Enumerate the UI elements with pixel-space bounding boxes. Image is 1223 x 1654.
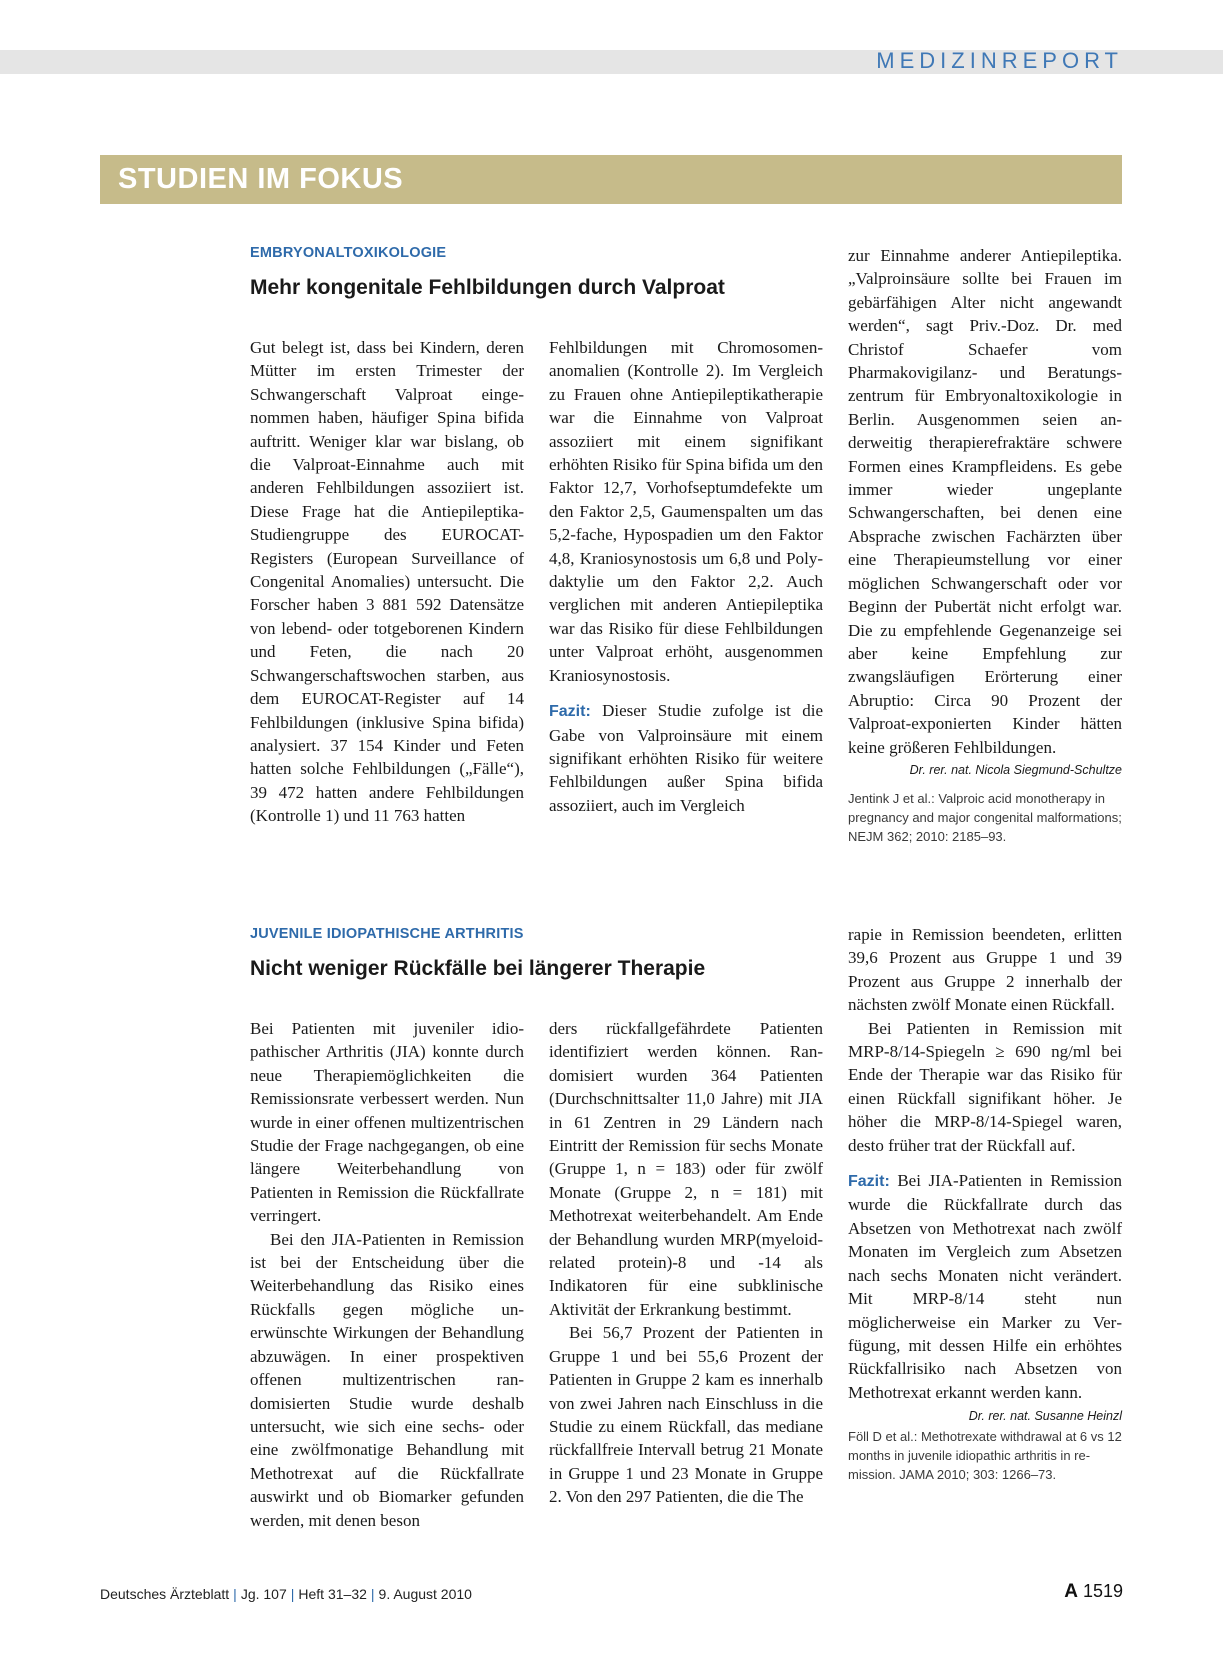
fazit-label: Fazit: (848, 1173, 890, 1191)
footer-journal: Deutsches Ärzteblatt (100, 1586, 230, 1602)
article1-col1-text: Gut belegt ist, dass bei Kindern, deren Mütter im ersten Trimester der Schwangerschaft Valproat eingenommen haben, häufiger Spina bifida auftritt. Weniger klar war bislang, ob die Valproat-Einnahme auch mit anderen Fehlbildungen assoziiert ist. Diese Frage hat die Antiepileptika-Studiengruppe des EUROCAT-Registers (European Surveillance of Congenital Anomalies) untersucht. Die Forscher haben 3 881 592 Datensätze von lebend- oder totgeborenen Kindern und Feten, die nach 20 Schwangerschaftswochen starben, aus dem EUROCAT-Register auf 14 Fehlbildungen (inklusive Spina bifida) analysiert. 37 154 Kinder und Feten hatten solche Fehlbildungen („Fälle“), 39 472 hatten andere Fehlbildungen (Kontrolle 1) und 11 763 hatten (250, 338, 524, 826)
article2-col3-p2: Bei Patienten in Remission mit MRP-8/14-Spiegeln ≥ 690 ng/ml bei Ende der Therapie war das Risiko für einen Rückfall signifikant höher. Je höher die MRP-8/14-Spiegel waren, desto früher trat der Rückfall auf. (848, 1018, 1122, 1155)
section-label: MEDIZINREPORT (876, 48, 1123, 73)
article1-column-2 (549, 336, 823, 817)
article1-column-1 (250, 336, 524, 828)
article2-col1-p2: Bei den JIA-Patienten in Remission ist bei der Entscheidung über die Weiterbehandlung das Risiko eines Rückfalls gegen mögliche unerwünschte Wirkungen der Behandlung abzuwägen. In einer prospektiven offenen multizentrischen randomisierten Studie wurde deshalb untersucht, wie sich eine sechs- oder eine zwölfmonatige Behandlung mit Methotrexat auf die Rückfallrate auswirkt und ob Biomarker gefunden werden, mit denen beson (250, 1229, 524, 1530)
page-number-value: 1519 (1082, 1581, 1123, 1601)
article2-col3-p1: rapie in Remission beendeten, erlitten 39,6 Prozent aus Gruppe 1 und 39 Prozent aus Gruppe 2 innerhalb der nächsten zwölf Monate einen Rückfall. (848, 925, 1122, 1015)
footer-volume: Jg. 107 (240, 1586, 287, 1602)
fazit-label: Fazit: (549, 703, 591, 721)
fazit-text: Dieser Studie zufolge ist die Gabe von Valproinsäure mit einem signifikant erhöhten Risiko für weitere Fehlbildungen außer Spina bifida assoziiert, auch im Vergleich (549, 701, 823, 815)
footer-separator: | (290, 1586, 295, 1602)
footer-date: 9. August 2010 (378, 1586, 472, 1602)
article1-kicker: EMBRYONALTOXIKOLOGIE (250, 245, 447, 261)
article1-column-3 (848, 244, 1122, 846)
page-number (1064, 1581, 1123, 1603)
section-banner (100, 155, 1122, 204)
page-prefix: A (1064, 1581, 1078, 1602)
footer-citation (100, 1586, 472, 1602)
footer-separator: | (370, 1586, 375, 1602)
article2-column-3 (848, 923, 1122, 1484)
fazit-text: Bei JIA-Patienten in Remission wurde die Rückfallrate durch das Absetzen von Methotrexat nach zwölf Monaten im Vergleich zum Absetzen nach sechs Monaten nicht verändert. Mit MRP-8/14 steht nun möglicherweise ein Marker zu Verfügung, mit dessen Hilfe ein erhöhtes Rückfallrisiko nach Absetzen von Methotrexat erkannt werden kann. (848, 1171, 1122, 1402)
article1-fazit (549, 699, 823, 817)
article2-author: Dr. rer. nat. Susanne Heinzl (968, 1409, 1122, 1424)
banner-title: STUDIEN IM FOKUS (118, 163, 404, 195)
article2-col1-p1: Bei Patienten mit juveniler idiopathischer Arthritis (JIA) konnte durch neue Therapiemöglichkeiten die Remissionsrate verbessert werden. Nun wurde in einer offenen multizentrischen Studie der Frage nachgegangen, ob eine längere Weiterbehandlung von Patienten in Remission die Rückfallrate verringert. (250, 1019, 524, 1226)
article2-kicker: JUVENILE IDIOPATHISCHE ARTHRITIS (250, 926, 524, 942)
article2-col2-p1: ders rückfallgefährdete Patienten identifiziert werden können. Randomisiert wurden 364 Patienten (Durchschnittsalter 11,0 Jahre) mit JIA in 61 Zentren in 29 Ländern nach Eintritt der Remission für sechs Monate (Gruppe 1, n = 183) oder für zwölf Monate (Gruppe 2, n = 181) mit Methotrexat weiterbehandelt. Am Ende der Behandlung wurden MRP(myeloid-related protein)-8 und -14 als Indikatoren für eine subklinische Aktivität der Erkrankung bestimmt. (549, 1019, 823, 1319)
article2-headline: Nicht weniger Rückfälle bei längerer Therapie (250, 957, 706, 980)
article1-col2-text: Fehlbildungen mit Chromosomenanomalien (Kontrolle 2). Im Vergleich zu Frauen ohne Antiepileptikatherapie war die Einnahme von Valproat assoziiert mit einem signifikant erhöhten Risiko für Spina bifida um den Faktor 12,7, Vorhofseptumdefekte um den Faktor 2,5, Gaumenspalten um das 5,2-fache, Hypospadien um den Faktor 4,8, Kraniosynostosis um 6,8 und Polydaktylie um den Faktor 2,2. Auch verglichen mit anderen Antiepileptika war das Risiko für diese Fehlbildungen unter Valproat erhöht, ausgenommen Kraniosynostosis. (549, 338, 823, 685)
footer-separator: | (233, 1586, 237, 1602)
article2-fazit (848, 1169, 1122, 1424)
article1-headline: Mehr kongenitale Fehlbildungen durch Valproat (250, 276, 725, 299)
article2-column-2 (549, 1017, 823, 1509)
article2-reference: Föll D et al.: Methotrexate withdrawal at 6 vs 12 months in juvenile idiopathic arthritis in remission. JAMA 2010; 303: 1266–73. (848, 1429, 1122, 1483)
article1-col3-text: zur Einnahme anderer Antiepileptika. „Valproinsäure sollte bei Frauen im gebärfähigen Alter nicht angewandt werden“, sagt Priv.-Doz. Dr. med Christof Schaefer vom Pharmakovigilanz- und Beratungszentrum für Embryonaltoxikologie in Berlin. Ausgenommen seien anderweitig therapierefraktäre schwere Formen eines Krampfleidens. Es gebe immer wieder ungeplante Schwangerschaften, bei denen eine Absprache zwischen Fachärzten über eine Therapieumstellung vor einer möglichen Schwangerschaft oder vor Beginn der Pubertät nicht erfolgt war. Die zu empfehlende Gegenanzeige sei aber keine Empfehlung zur zwangsläufigen Erörterung einer Abruptio: Circa 90 Prozent der Valproat-exponierten Kinder hätten keine größeren Fehlbildungen. (848, 246, 1122, 757)
article1-author: Dr. rer. nat. Nicola Siegmund-Schultze (909, 762, 1122, 777)
footer-issue: Heft 31–32 (298, 1586, 367, 1602)
article2-col2-p2: Bei 56,7 Prozent der Patienten in Gruppe 1 und bei 55,6 Prozent der Patienten in Gruppe 2 kam es innerhalb von zwei Jahren nach Einschluss in die Studie zu einem Rückfall, das mediane rückfallfreie Intervall betrug 21 Monate in Gruppe 1 und 23 Monate in Gruppe 2. Von den 297 Patienten, die die The (549, 1323, 823, 1507)
article2-column-1 (250, 1017, 524, 1532)
article1-reference: Jentink J et al.: Valproic acid monotherapy in pregnancy and major congenital malformations; NEJM 362; 2010: 2185–93. (848, 790, 1122, 844)
